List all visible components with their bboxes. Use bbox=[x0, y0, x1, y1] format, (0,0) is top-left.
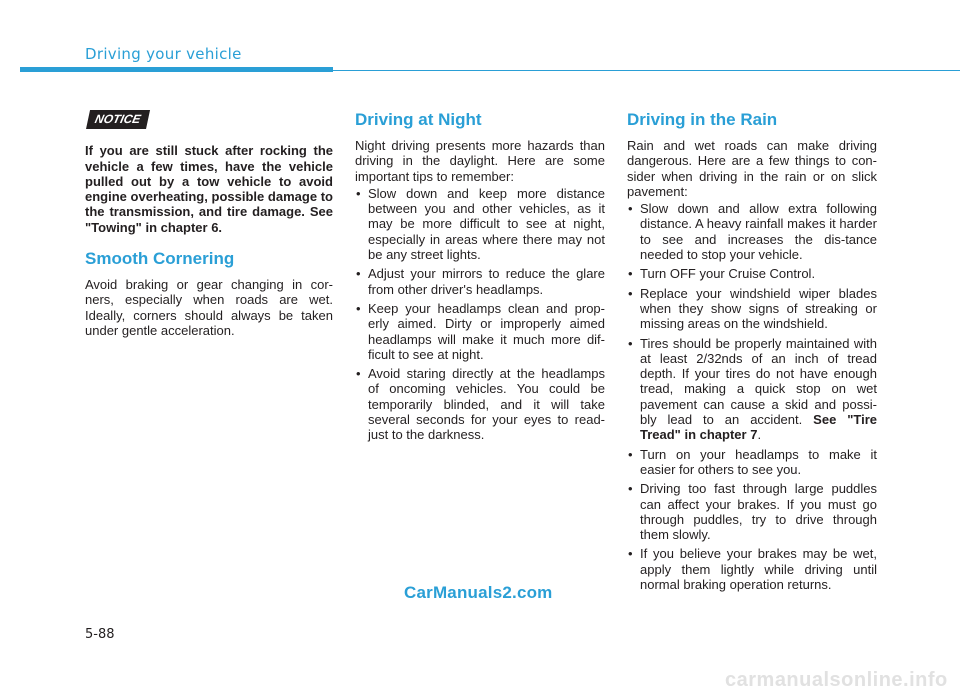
tires-text: Tires should be properly maintained with at least 2/32nds of an inch of tread depth. If your tires do not have enough tread, making a quick stop on wet pavement can cause a skid and possi-bly lead to an accident. bbox=[640, 335, 877, 428]
section-title: Driving your vehicle bbox=[85, 45, 242, 63]
column-right bbox=[627, 110, 877, 596]
night-intro: Night driving presents more hazards than driving in the daylight. Here are some important tips to remember: bbox=[355, 138, 605, 184]
smooth-cornering-text: Avoid braking or gear changing in cor-ners, especially when roads are wet. Ideally, corners should always be taken under gentle acceleration. bbox=[85, 277, 333, 338]
list-item: • Adjust your mirrors to reduce the glare from other driver's headlamps. bbox=[355, 266, 605, 297]
column-left bbox=[85, 110, 333, 340]
heading-driving-at-night: Driving at Night bbox=[355, 110, 482, 129]
heading-driving-in-rain: Driving in the Rain bbox=[627, 110, 778, 129]
watermark-link[interactable]: CarManuals2.com bbox=[404, 583, 553, 602]
list-item: • Replace your windshield wiper blades when they show signs of streaking or missing areas on the windshield. bbox=[627, 286, 877, 332]
heading-smooth-cornering: Smooth Cornering bbox=[85, 249, 235, 269]
page-number: 5-88 bbox=[85, 627, 115, 642]
notice-badge: NOTICE bbox=[86, 110, 150, 129]
header-rule-accent bbox=[20, 67, 333, 72]
list-item: • Slow down and allow extra following distance. A heavy rainfall makes it harder to see and increases the dis-tance needed to stop your vehicle. bbox=[627, 201, 877, 262]
list-item: • Driving too fast through large puddles can affect your brakes. If you must go through puddles, try to drive through them slowly. bbox=[627, 481, 877, 542]
list-item: • Avoid staring directly at the headlamps of oncoming vehicles. You could be temporarily blinded, and it will take several seconds for your eyes to read-just to the darkness. bbox=[355, 366, 605, 442]
site-logo: carmanualsonline.info bbox=[725, 669, 948, 691]
list-item: • If you believe your brakes may be wet, apply them lightly while driving until normal braking operation returns. bbox=[627, 546, 877, 592]
list-item: • Keep your headlamps clean and prop-erly aimed. Dirty or improperly aimed headlamps will make it much more dif-ficult to see at night. bbox=[355, 301, 605, 362]
list-item: • Turn on your headlamps to make it easier for others to see you. bbox=[627, 447, 877, 478]
night-tips-list bbox=[355, 186, 605, 443]
column-middle bbox=[355, 110, 605, 447]
list-item: • Turn OFF your Cruise Control. bbox=[627, 266, 877, 281]
rain-tips-list bbox=[627, 201, 877, 592]
rain-intro: Rain and wet roads can make driving dangerous. Here are a few things to con-sider when driving in the rain or on slick pavement: bbox=[627, 138, 877, 199]
list-item-tires bbox=[627, 336, 877, 443]
tires-end: . bbox=[757, 427, 762, 443]
list-item: • Slow down and keep more distance between you and other vehicles, as it may be more difficult to see at night, especially in areas where there may not be any street lights. bbox=[355, 186, 605, 262]
notice-text: If you are still stuck after rocking the vehicle a few times, have the vehicle pulled out by a tow vehicle to avoid engine overheating, possible damage to the transmission, and tire damage. See "Towing" in chapter 6. bbox=[85, 143, 333, 235]
tires-reference: See "Tire Tread" in chapter 7 bbox=[640, 412, 877, 443]
